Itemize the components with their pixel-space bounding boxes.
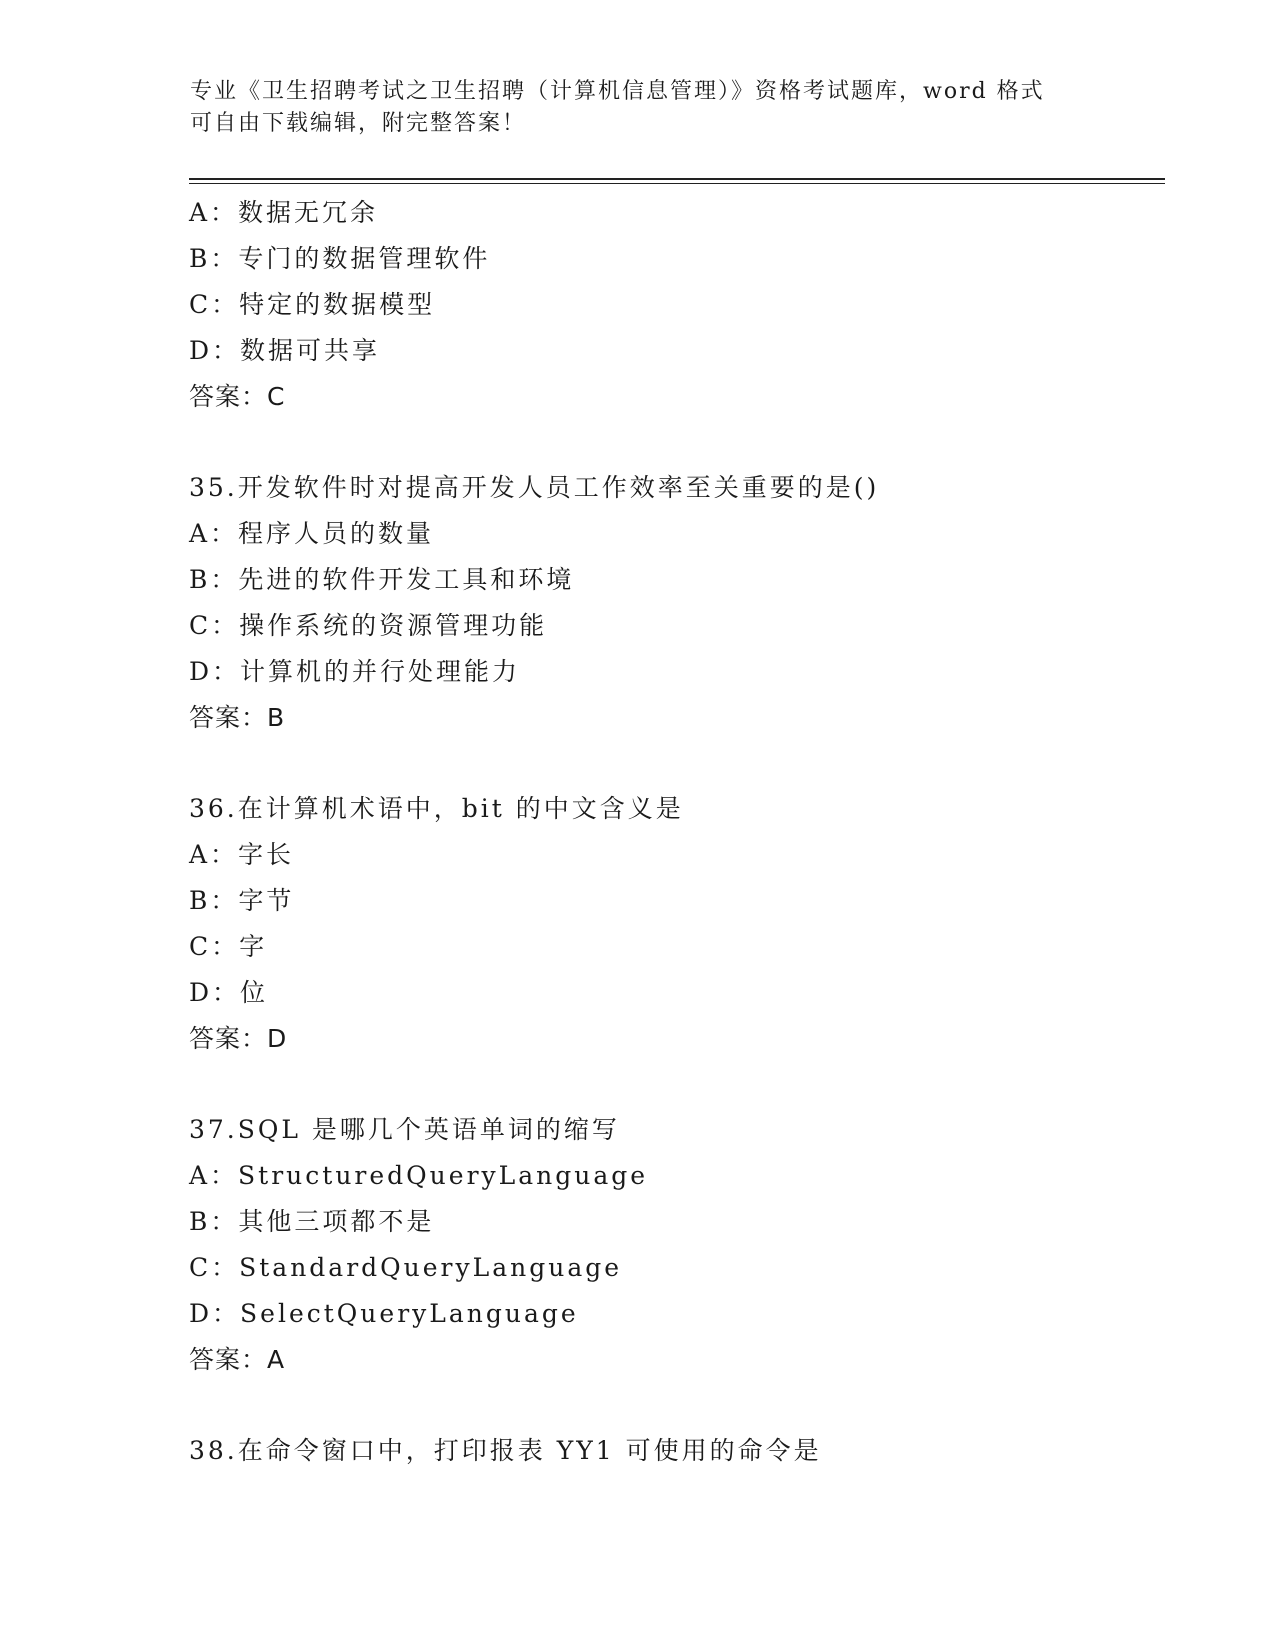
- option-d: D：SelectQueryLanguage: [189, 1299, 579, 1328]
- answer: 答案：A: [189, 1345, 286, 1374]
- option-c: C：字: [189, 932, 268, 961]
- option-c: C：StandardQueryLanguage: [189, 1253, 623, 1282]
- option-a: A：程序人员的数量: [189, 519, 435, 548]
- question-list: [189, 190, 1165, 1474]
- option-a: A：StructuredQueryLanguage: [189, 1161, 649, 1190]
- option-b: B：字节: [189, 886, 295, 915]
- document-header: [190, 76, 1090, 140]
- answer: 答案：C: [189, 382, 286, 411]
- header-divider-thin: [189, 183, 1165, 184]
- question-title: 36.在计算机术语中，bit 的中文含义是: [189, 794, 684, 823]
- option-d: D：位: [189, 978, 269, 1007]
- option-d: D：计算机的并行处理能力: [189, 657, 521, 686]
- option-b: B：先进的软件开发工具和环境: [189, 565, 575, 594]
- question-35: [189, 465, 1165, 741]
- question-title: 38.在命令窗口中，打印报表 YY1 可使用的命令是: [189, 1436, 822, 1465]
- option-a: A：字长: [189, 840, 295, 869]
- option-b: B：其他三项都不是: [189, 1207, 435, 1236]
- question-37: [189, 1107, 1165, 1383]
- header-line-2: 可自由下载编辑，附完整答案！: [190, 111, 527, 136]
- option-d: D：数据可共享: [189, 336, 381, 365]
- answer: 答案：D: [189, 1024, 288, 1053]
- option-c: C：操作系统的资源管理功能: [189, 611, 548, 640]
- question-title: 37.SQL 是哪几个英语单词的缩写: [189, 1115, 620, 1144]
- answer: 答案：B: [189, 703, 286, 732]
- header-line-1: 专业《卫生招聘考试之卫生招聘（计算机信息管理）》资格考试题库，word 格式: [190, 79, 1045, 104]
- question-38: [189, 1428, 1165, 1474]
- question-title: 35.开发软件时对提高开发人员工作效率至关重要的是(): [189, 473, 880, 502]
- option-b: B：专门的数据管理软件: [189, 244, 491, 273]
- option-a: A：数据无冗余: [189, 198, 379, 227]
- question-36: [189, 786, 1165, 1062]
- option-c: C：特定的数据模型: [189, 290, 436, 319]
- header-divider: [189, 178, 1165, 180]
